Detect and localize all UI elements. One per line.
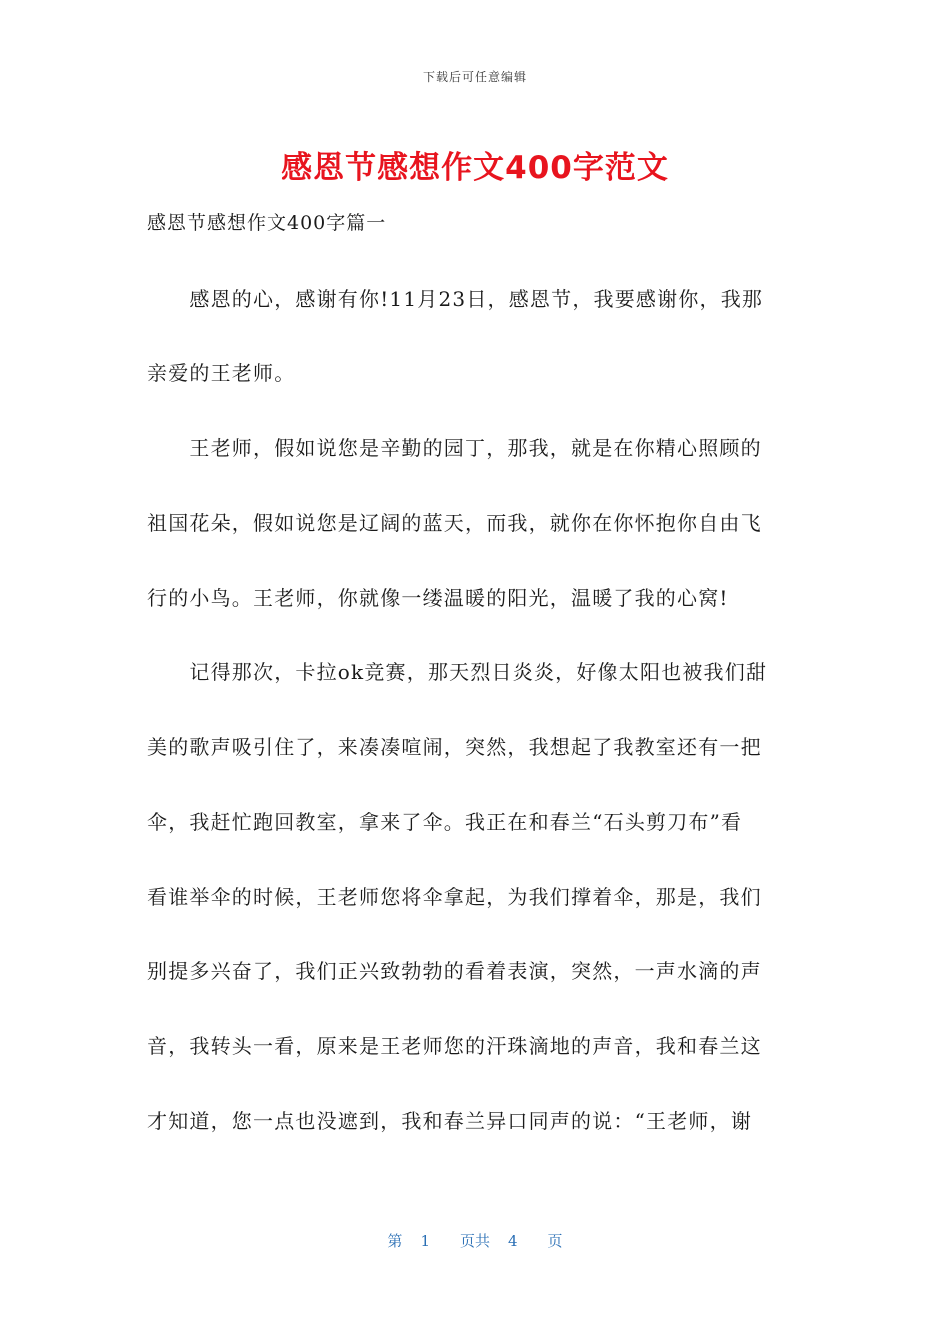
- body-line: 伞，我赶忙跑回教室，拿来了伞。我正在和春兰“石头剪刀布”看: [147, 810, 743, 834]
- body-line: 美的歌声吸引住了，来凑凑喧闹，突然，我想起了我教室还有一把: [147, 735, 762, 759]
- body-line: 亲爱的王老师。: [147, 361, 296, 385]
- body-line: 行的小鸟。王老师，你就像一缕温暖的阳光，温暖了我的心窝!: [147, 586, 729, 610]
- body-line: 别提多兴奋了，我们正兴致勃勃的看着表演，突然，一声水滴的声: [147, 959, 762, 983]
- body-line: 感恩的心，感谢有你!11月23日，感恩节，我要感谢你，我那: [147, 287, 764, 311]
- body-line: 看谁举伞的时候，王老师您将伞拿起，为我们撑着伞，那是，我们: [147, 885, 762, 909]
- footer-page-suffix: 页: [547, 1232, 563, 1250]
- document-title: 感恩节感想作文400字范文: [281, 150, 669, 186]
- page-header-note: 下载后可任意编辑: [422, 70, 527, 84]
- footer-page-mid: 页共: [459, 1232, 490, 1250]
- section-heading: 感恩节感想作文400字篇一: [147, 212, 387, 234]
- body-line: 才知道，您一点也没遮到，我和春兰异口同声的说：“王老师，谢: [147, 1109, 753, 1133]
- body-line: 王老师，假如说您是辛勤的园丁，那我，就是在你精心照顾的: [147, 436, 762, 460]
- page-footer: [0, 1230, 950, 1251]
- footer-page-total: 4: [508, 1232, 518, 1250]
- body-line: 音，我转头一看，原来是王老师您的汗珠滴地的声音，我和春兰这: [147, 1034, 762, 1058]
- body-line: 记得那次，卡拉ok竞赛，那天烈日炎炎，好像太阳也被我们甜: [147, 660, 768, 684]
- footer-page-current: 1: [420, 1232, 430, 1250]
- footer-page-prefix: 第: [387, 1232, 403, 1250]
- body-line: 祖国花朵，假如说您是辽阔的蓝天，而我，就你在你怀抱你自由飞: [147, 511, 762, 535]
